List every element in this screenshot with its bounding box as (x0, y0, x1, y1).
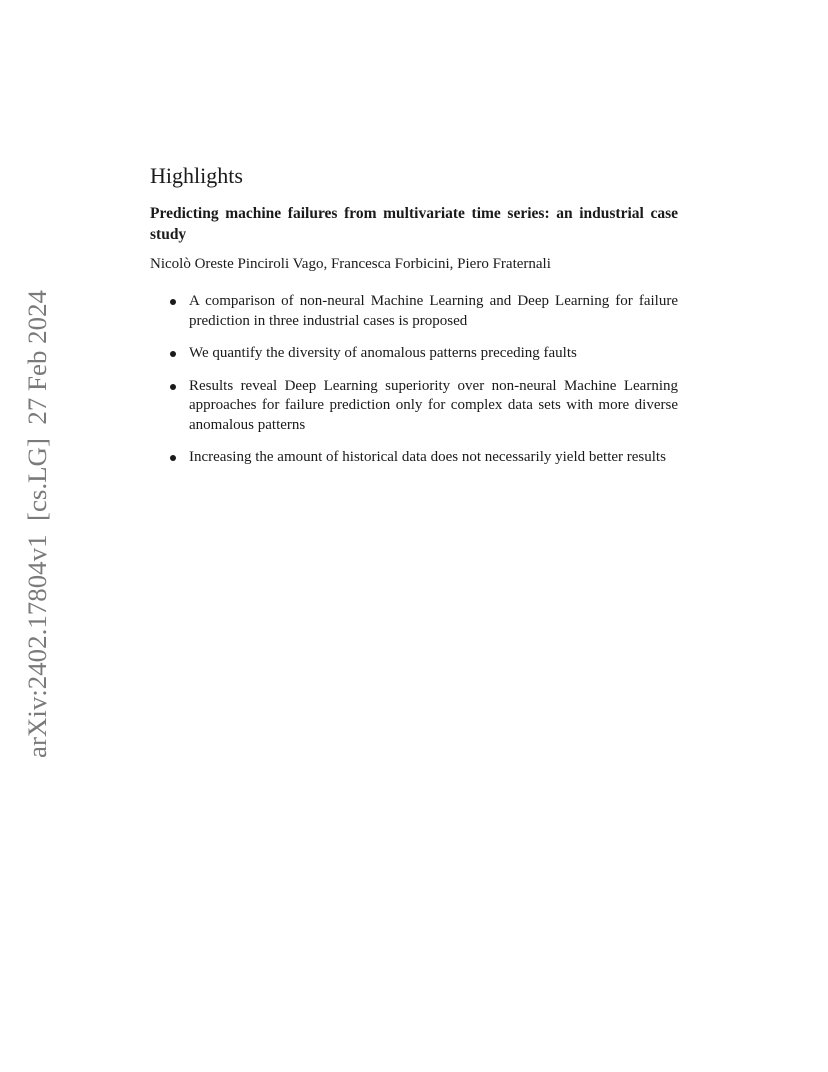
bullet-icon (170, 455, 176, 461)
bullet-icon (170, 299, 176, 305)
highlight-item (170, 344, 678, 364)
arxiv-identifier-stamp (14, 288, 58, 758)
highlight-text: We quantify the diversity of anomalous patterns preceding faults (189, 345, 577, 362)
highlight-item (170, 377, 678, 436)
bullet-icon (170, 351, 176, 357)
highlight-item (170, 448, 678, 468)
highlight-text: A comparison of non-neural Machine Learning and Deep Learning for failure prediction in three industrial cases is proposed (189, 293, 678, 329)
bullet-icon (170, 384, 176, 390)
author-list: Nicolò Oreste Pinciroli Vago, Francesca Forbicini, Piero Fraternali (150, 255, 551, 272)
paper-title: Predicting machine failures from multivariate time series: an industrial case study (150, 205, 678, 243)
arxiv-stamp-svg (14, 288, 58, 758)
section-heading: Highlights (150, 163, 243, 188)
highlight-text: Results reveal Deep Learning superiority over non-neural Machine Learning approaches for failure prediction only for complex data sets with more diverse anomalous patterns (189, 377, 678, 433)
highlights-page (150, 163, 678, 481)
highlights-list (150, 292, 678, 468)
highlight-item (170, 292, 678, 331)
arxiv-stamp-text: arXiv:2402.17804v1 [cs.LG] 27 Feb 2024 (23, 305, 52, 758)
highlight-text: Increasing the amount of historical data does not necessarily yield better results (189, 449, 666, 466)
